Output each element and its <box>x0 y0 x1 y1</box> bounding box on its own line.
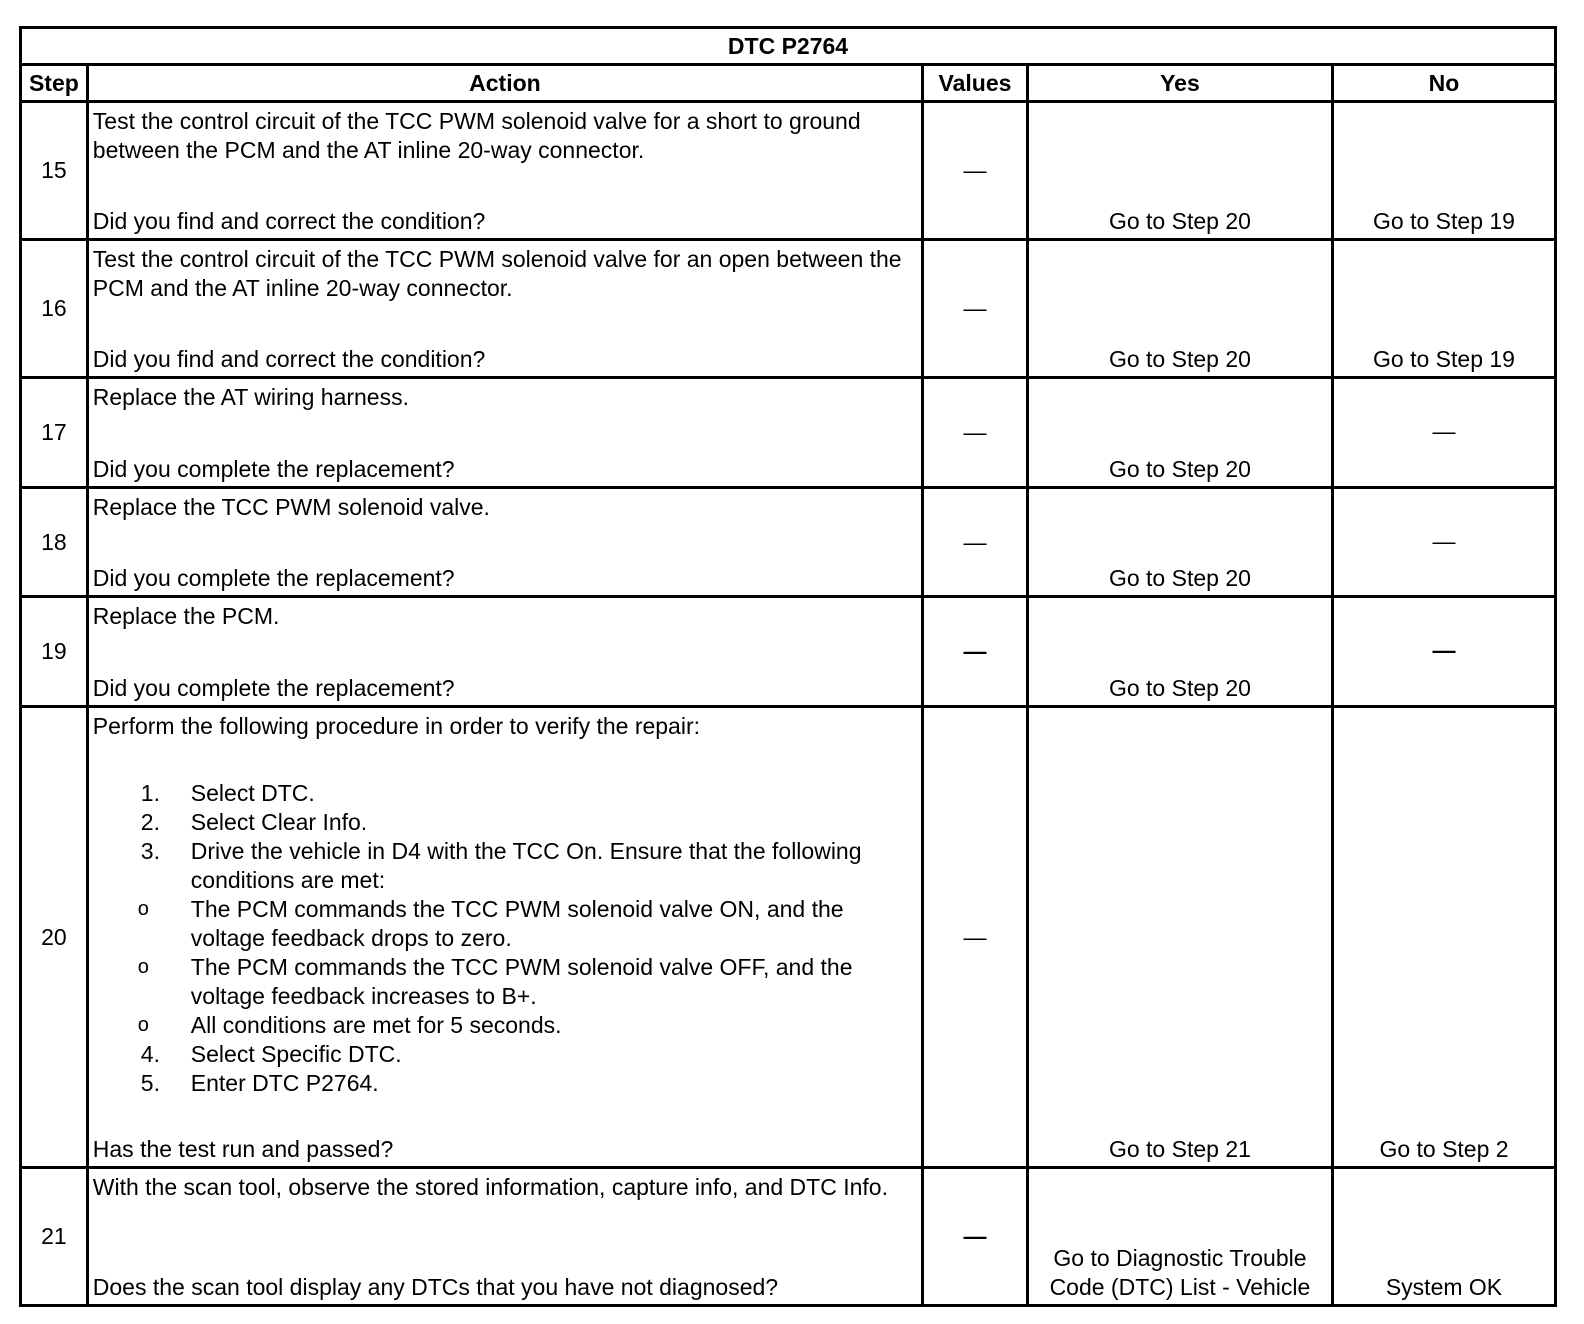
bullet-marker: o <box>137 898 149 920</box>
list-number: 4. <box>140 1041 160 1067</box>
yes-cell: Go to Step 20 <box>1027 240 1332 378</box>
list-item <box>93 808 917 837</box>
table-row-step-15 <box>21 102 1556 240</box>
step-number: 18 <box>21 488 88 597</box>
step-number: 19 <box>21 597 88 707</box>
values-cell: — <box>923 1168 1028 1306</box>
list-item <box>93 779 917 808</box>
sub-list-text: The PCM commands the TCC PWM solenoid valve ON, and the voltage feedback drops to zero. <box>190 896 844 951</box>
yes-cell: Go to Step 20 <box>1027 102 1332 240</box>
yes-cell: Go to Diagnostic Trouble Code (DTC) List - Vehicle <box>1027 1168 1332 1306</box>
list-text: Select Specific DTC. <box>190 1041 402 1067</box>
header-yes: Yes <box>1027 65 1332 102</box>
no-cell: Go to Step 19 <box>1333 240 1556 378</box>
step-number: 15 <box>21 102 88 240</box>
action-cell <box>87 597 922 707</box>
action-cell <box>87 488 922 597</box>
sub-list-item <box>91 953 917 1011</box>
list-text <box>137 837 917 1040</box>
list-number: 2. <box>140 809 160 835</box>
header-row <box>21 65 1556 102</box>
list-text-content: Drive the vehicle in D4 with the TCC On. Ensure that the following conditions are met: <box>190 838 862 893</box>
yes-cell: Go to Step 20 <box>1027 597 1332 707</box>
action-cell <box>87 707 922 1168</box>
table-row-step-20 <box>21 707 1556 1168</box>
title-row <box>21 28 1556 65</box>
header-step: Step <box>21 65 88 102</box>
values-cell: — <box>923 378 1028 488</box>
table-row-step-18 <box>21 488 1556 597</box>
action-question: Did you find and correct the condition? <box>92 346 486 372</box>
table-row-step-21 <box>21 1168 1556 1306</box>
step-number: 16 <box>21 240 88 378</box>
no-cell: Go to Step 2 <box>1333 707 1556 1168</box>
bullet-marker: o <box>137 956 149 978</box>
action-question: Did you complete the replacement? <box>92 456 455 482</box>
action-text: With the scan tool, observe the stored information, capture info, and DTC Info. <box>92 1174 888 1200</box>
no-cell: — <box>1333 597 1556 707</box>
dtc-table <box>19 26 1557 1307</box>
list-number: 3. <box>140 838 160 864</box>
sub-list-text: The PCM commands the TCC PWM solenoid valve OFF, and the voltage feedback increases to B+. <box>190 954 853 1009</box>
values-cell: — <box>923 240 1028 378</box>
list-text: Enter DTC P2764. <box>190 1070 379 1096</box>
list-number: 1. <box>140 780 160 806</box>
table-title: DTC P2764 <box>21 28 1556 65</box>
dtc-document <box>19 26 1557 1307</box>
table-row-step-19 <box>21 597 1556 707</box>
bullet-marker: o <box>137 1014 149 1036</box>
action-cell <box>87 1168 922 1306</box>
list-text: Select DTC. <box>190 780 315 806</box>
action-question: Does the scan tool display any DTCs that you have not diagnosed? <box>92 1274 779 1300</box>
action-text: Replace the PCM. <box>92 603 280 629</box>
yes-cell: Go to Step 20 <box>1027 378 1332 488</box>
list-number: 5. <box>140 1070 160 1096</box>
action-text: Replace the AT wiring harness. <box>92 384 409 410</box>
step-number: 17 <box>21 378 88 488</box>
sub-list-item <box>91 895 917 953</box>
no-cell: — <box>1333 378 1556 488</box>
list-item <box>93 837 917 1040</box>
action-question: Did you complete the replacement? <box>92 675 455 701</box>
yes-cell: Go to Step 21 <box>1027 707 1332 1168</box>
action-text: Test the control circuit of the TCC PWM solenoid valve for a short to ground between the PCM and the AT inline 20-way connector. <box>92 108 861 163</box>
action-question: Did you find and correct the condition? <box>92 208 486 234</box>
table-row-step-16 <box>21 240 1556 378</box>
yes-cell: Go to Step 20 <box>1027 488 1332 597</box>
condition-list <box>91 895 917 1040</box>
no-cell: System OK <box>1333 1168 1556 1306</box>
list-item <box>93 1040 917 1069</box>
no-cell: — <box>1333 488 1556 597</box>
action-question: Has the test run and passed? <box>92 1136 394 1162</box>
action-question: Did you complete the replacement? <box>92 565 455 591</box>
header-values: Values <box>923 65 1028 102</box>
action-text: Replace the TCC PWM solenoid valve. <box>92 494 490 520</box>
action-cell <box>87 240 922 378</box>
list-item <box>93 1069 917 1098</box>
header-action: Action <box>87 65 922 102</box>
table-row-step-17 <box>21 378 1556 488</box>
action-text: Perform the following procedure in order to verify the repair: <box>92 713 701 739</box>
action-cell <box>87 378 922 488</box>
procedure-list <box>93 779 917 1098</box>
sub-list-item <box>91 1011 917 1040</box>
values-cell: — <box>923 597 1028 707</box>
list-text: Select Clear Info. <box>190 809 368 835</box>
values-cell: — <box>923 707 1028 1168</box>
values-cell: — <box>923 102 1028 240</box>
sub-list-text: All conditions are met for 5 seconds. <box>190 1012 562 1038</box>
action-text: Test the control circuit of the TCC PWM solenoid valve for an open between the PCM and the AT inline 20-way connector. <box>92 246 902 301</box>
header-no: No <box>1333 65 1556 102</box>
step-number: 21 <box>21 1168 88 1306</box>
values-cell: — <box>923 488 1028 597</box>
action-cell <box>87 102 922 240</box>
no-cell: Go to Step 19 <box>1333 102 1556 240</box>
step-number: 20 <box>21 707 88 1168</box>
